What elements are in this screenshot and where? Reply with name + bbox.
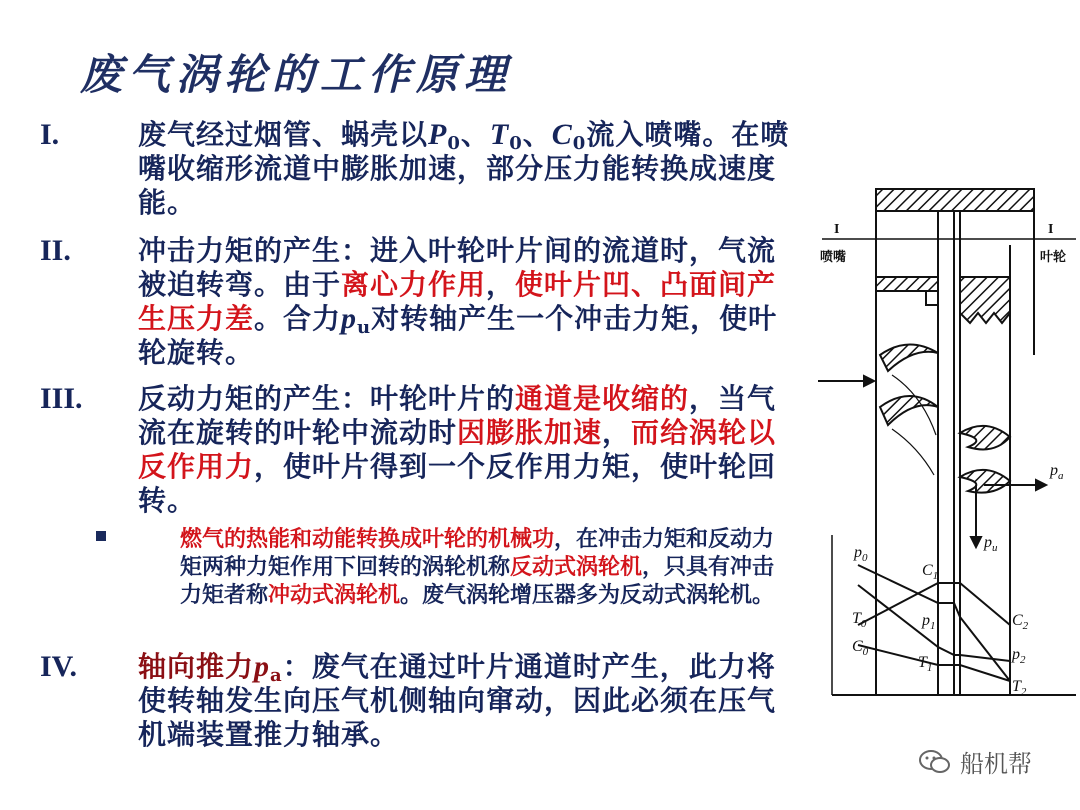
item-number: II. bbox=[40, 234, 71, 267]
text-segment: 通道是收缩的 bbox=[515, 382, 690, 415]
p2-label: $p_2$ bbox=[1012, 646, 1026, 666]
text-segment: p bbox=[341, 302, 358, 335]
C2-label: $C_2$ bbox=[1012, 612, 1029, 632]
text-segment: 0 bbox=[447, 133, 461, 154]
T2-label: $T_2$ bbox=[1012, 678, 1027, 698]
text-segment: 。废气涡轮增压器多为反动式涡轮机。 bbox=[400, 582, 775, 608]
nozzle-label: 喷嘴 bbox=[820, 250, 847, 265]
text-segment: 燃气的热能和动能转换成叶轮的机械功 bbox=[180, 526, 555, 552]
text-segment: 轴向推力 bbox=[138, 650, 255, 683]
text-segment: P bbox=[428, 118, 448, 151]
item-3 bbox=[40, 382, 800, 518]
sub-item-text bbox=[180, 525, 796, 609]
text-segment: ， bbox=[486, 268, 516, 301]
text-segment: 冲击力矩的产生：进入叶轮叶片间的流道时，气流被迫转弯。由于 bbox=[138, 234, 777, 301]
text-segment: ：废气在通过叶片通道时产生，此力将使转轴发生向压气机侧轴向窜动，因此必须在压气机端装置推力轴承。 bbox=[138, 650, 777, 751]
text-segment: 0 bbox=[572, 133, 587, 154]
text-segment: 0 bbox=[509, 133, 523, 154]
text-segment: C bbox=[551, 118, 573, 151]
text-segment: 离心力作用 bbox=[341, 268, 487, 301]
turbine-stage-diagram bbox=[818, 185, 1080, 705]
text-segment: 对转轴产生一个冲击力矩，使叶轮旋转。 bbox=[138, 302, 778, 369]
C0-label: $C_0$ bbox=[852, 638, 869, 658]
text-segment: 。合力 bbox=[254, 302, 342, 335]
text-segment: ， bbox=[602, 416, 632, 449]
section-mark-left: I bbox=[834, 222, 840, 237]
text-segment: 反动式涡轮机 bbox=[510, 554, 643, 580]
p1-label: $p_1$ bbox=[922, 612, 936, 632]
item-text bbox=[138, 234, 800, 370]
square-bullet-icon bbox=[96, 531, 106, 541]
section-mark-right: I bbox=[1048, 222, 1054, 237]
text-segment: 、 bbox=[460, 118, 490, 151]
text-segment: 流入喷嘴。在喷嘴收缩形流道中膨胀加速，部分压力能转换成速度能。 bbox=[138, 118, 790, 219]
text-segment: ，当气流在旋转的叶轮中流动时 bbox=[138, 382, 777, 449]
item-text bbox=[138, 650, 800, 752]
watermark-text: 船机帮 bbox=[960, 750, 1032, 778]
item-2 bbox=[40, 234, 800, 370]
text-segment: u bbox=[357, 317, 372, 338]
text-segment: 、 bbox=[522, 118, 552, 151]
T1-label: $T_1$ bbox=[918, 654, 933, 674]
text-segment: ，在冲击力矩和反动力矩两种力矩作用下回转的涡轮机称 bbox=[180, 526, 775, 580]
item-number: III. bbox=[40, 382, 83, 415]
text-segment: p bbox=[254, 650, 271, 683]
text-segment: 反动力矩的产生：叶轮叶片的 bbox=[138, 382, 516, 415]
text-segment: ，使叶片得到一个反作用力矩，使叶轮回转。 bbox=[138, 450, 777, 517]
pa-label: $p_a$ bbox=[1050, 462, 1064, 482]
watermark bbox=[918, 744, 1032, 779]
p0-label: $p_0$ bbox=[854, 544, 868, 564]
text-segment: 冲动式涡轮机 bbox=[268, 582, 401, 608]
slide-title: 废气涡轮的工作原理 bbox=[80, 50, 513, 99]
item-1 bbox=[40, 118, 800, 220]
text-segment: 使叶片凹、凸面间产生压力差 bbox=[138, 268, 777, 335]
sub-bullet-item bbox=[96, 525, 796, 609]
pu-label: $p_u$ bbox=[984, 534, 998, 554]
item-number: IV. bbox=[40, 650, 77, 683]
text-segment: ，只具有冲击力矩者称 bbox=[180, 554, 775, 608]
C1-label: $C_1$ bbox=[922, 562, 939, 582]
item-text bbox=[138, 382, 800, 518]
text-segment: a bbox=[270, 665, 283, 686]
text-segment: T bbox=[489, 118, 510, 151]
item-number: I. bbox=[40, 118, 60, 151]
wheel-label: 叶轮 bbox=[1040, 250, 1067, 265]
wechat-icon bbox=[918, 749, 952, 775]
text-segment: 而给涡轮以反作用力 bbox=[138, 416, 777, 483]
text-segment: 因膨胀加速 bbox=[457, 416, 603, 449]
text-segment: 废气经过烟管、蜗壳以 bbox=[138, 118, 429, 151]
item-text bbox=[138, 118, 800, 220]
T0-label: $T_0$ bbox=[852, 610, 867, 630]
item-4 bbox=[40, 650, 800, 752]
